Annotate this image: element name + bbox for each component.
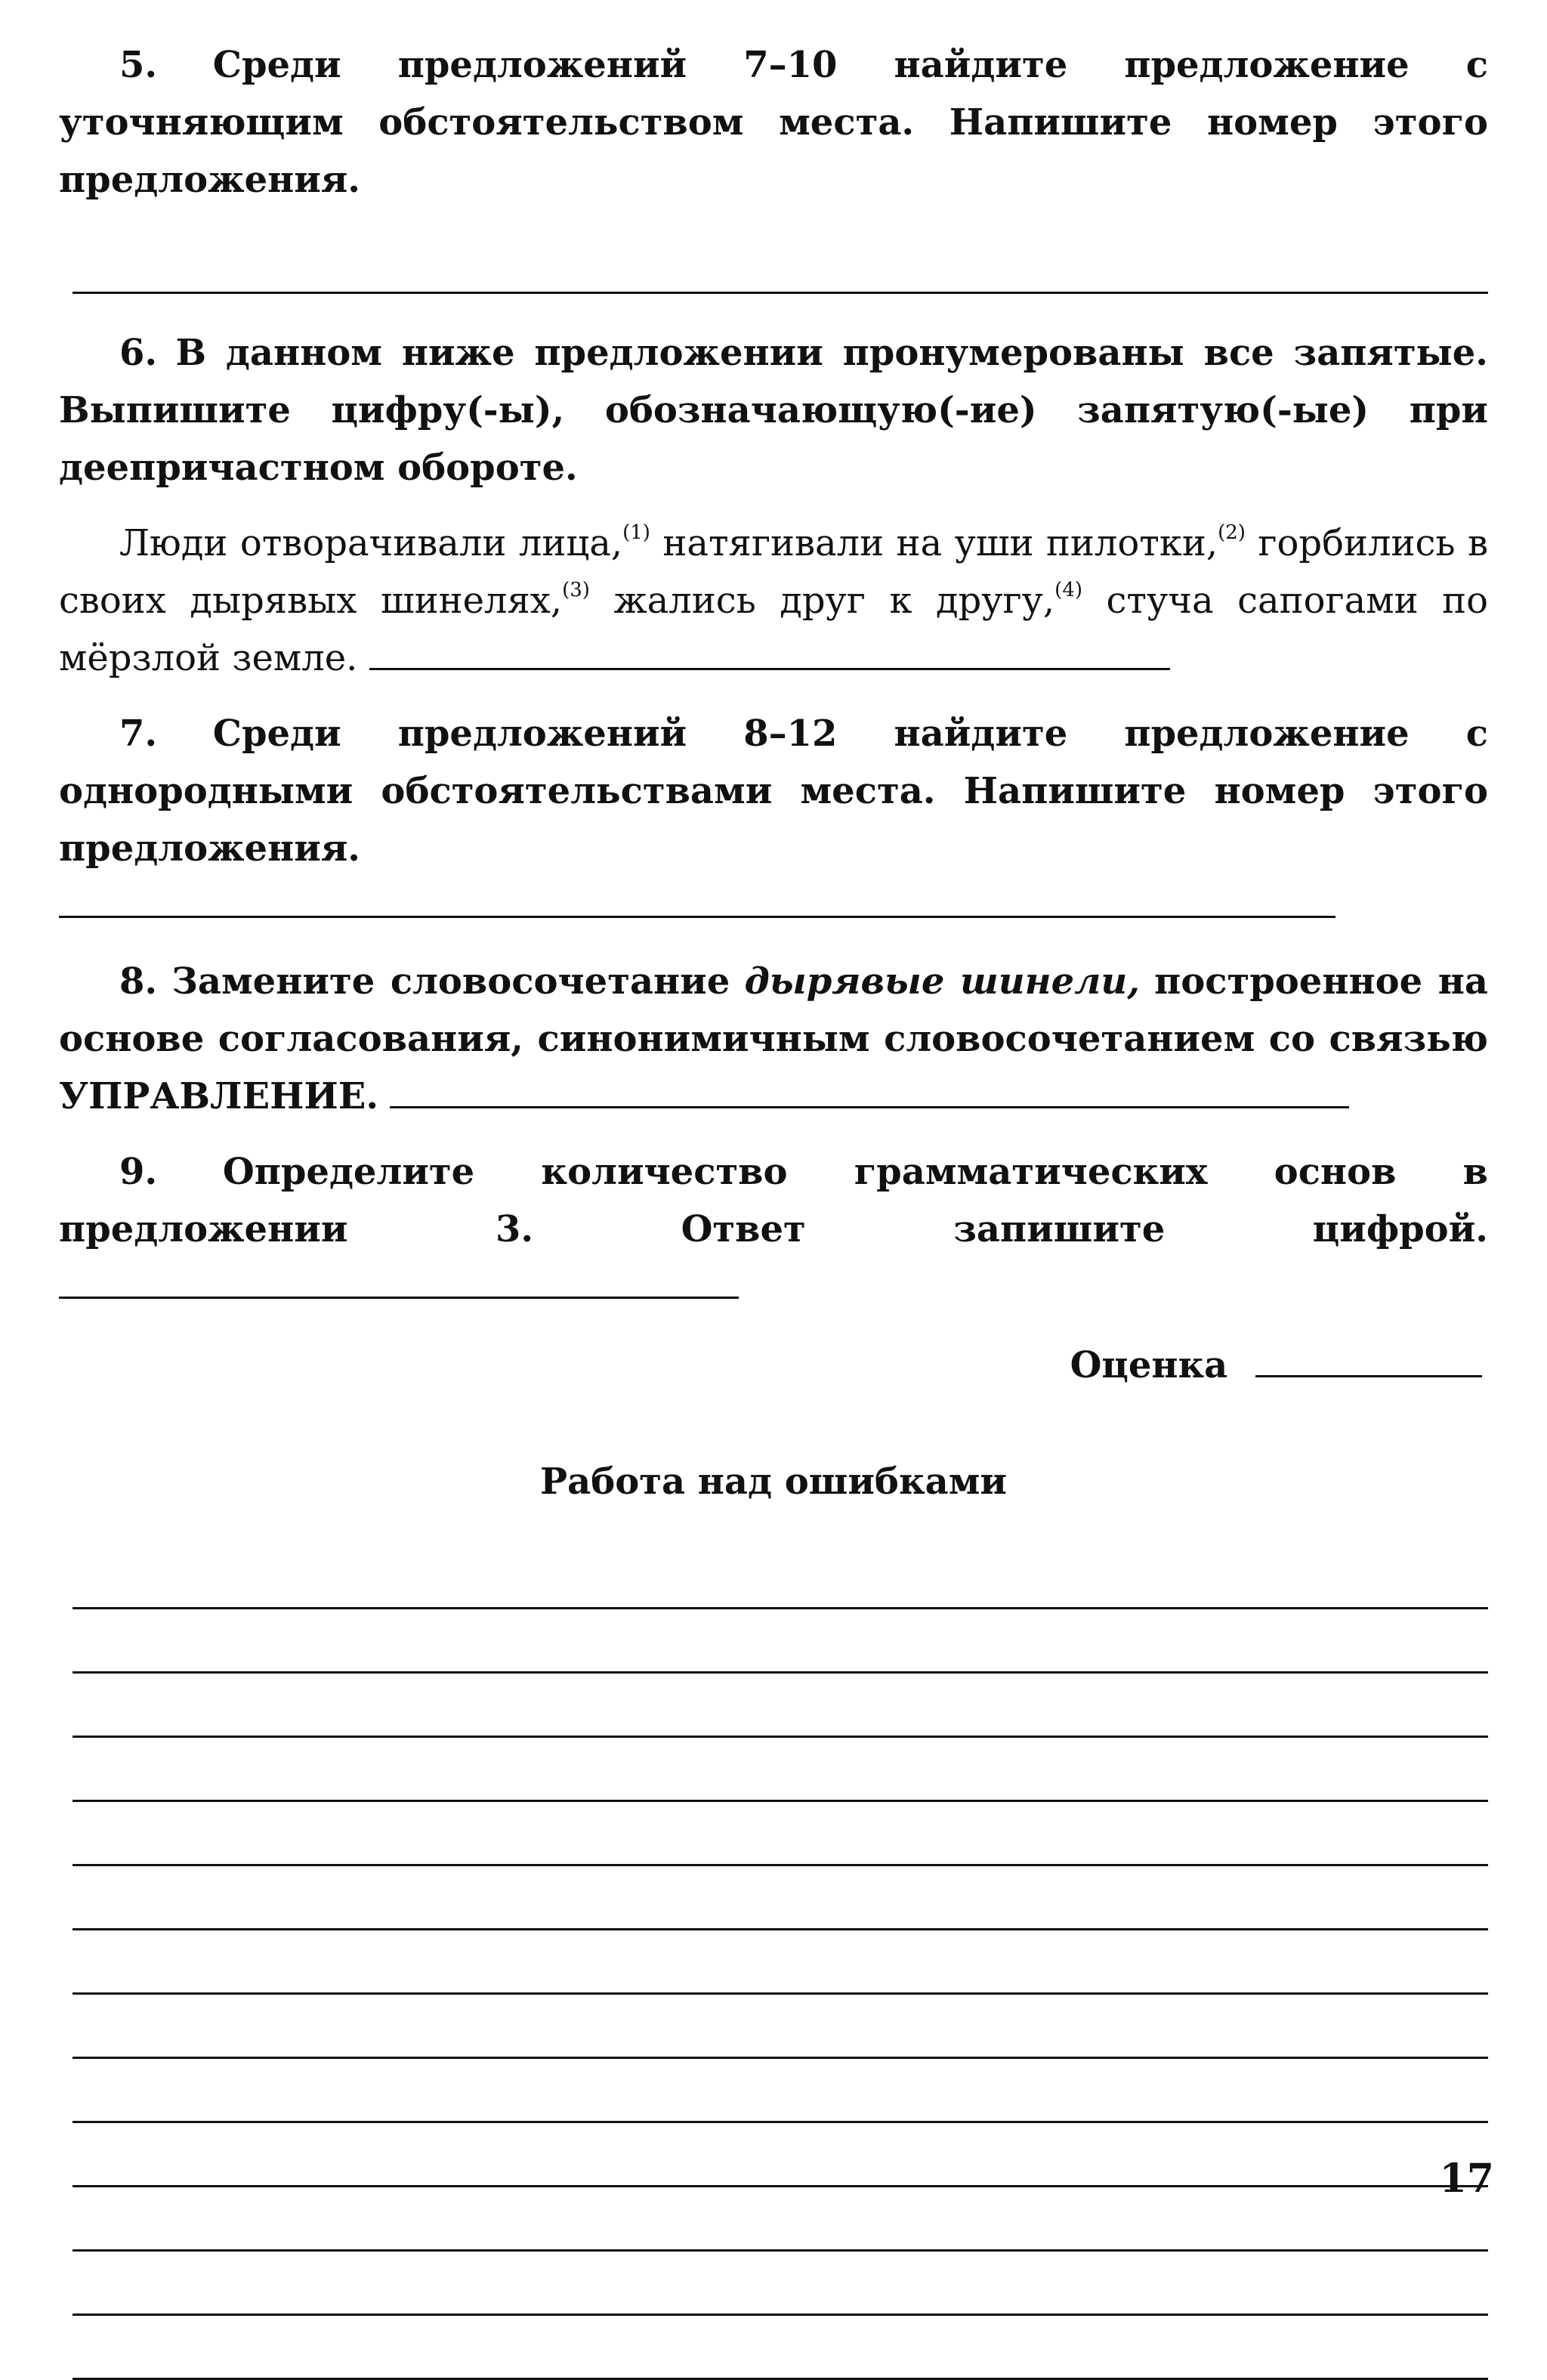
writing-line[interactable] <box>73 1866 1488 1930</box>
sentence-part-2: натягивали на уши пилотки, <box>650 522 1218 564</box>
writing-line[interactable] <box>73 1802 1488 1866</box>
task-8-question-start: Замените словосочетание <box>171 960 730 1003</box>
sentence-part-5: стуча сапогами по мёрзлой земле. <box>59 580 1488 679</box>
writing-line[interactable] <box>73 1995 1488 2059</box>
page-number: 17 <box>1439 2156 1494 2202</box>
task-8-number: 8. <box>119 960 158 1003</box>
sentence-part-3: горбились в своих дырявых шинелях, <box>59 522 1489 622</box>
task-5 <box>59 36 1488 209</box>
writing-line[interactable] <box>73 1930 1488 1995</box>
task-9-number: 9. <box>119 1151 158 1193</box>
task-5-number: 5. <box>119 44 158 86</box>
sentence-part-4: жались друг к другу, <box>589 580 1055 622</box>
task-6-question: В данном ниже предложении пронумерованы все запятые. Выпишите цифру(-ы), обозначающую(-ие) запятую(-ые) при деепричастном обороте. <box>59 332 1488 489</box>
writing-line[interactable] <box>73 1738 1488 1802</box>
task-5-question: Среди предложений 7–10 найдите предложение с уточняющим обстоятельством места. Напишите номер этого предложения. <box>59 44 1488 201</box>
comma-mark-1: (1) <box>622 521 650 544</box>
grade-field[interactable] <box>1255 1368 1482 1377</box>
writing-line[interactable] <box>73 1674 1488 1738</box>
error-correction-lines <box>73 1545 1488 2380</box>
grade-row <box>59 1337 1488 1394</box>
sentence-part-1: Люди отворачивали лица, <box>119 522 623 564</box>
writing-line[interactable] <box>73 2316 1488 2380</box>
task-7 <box>59 705 1488 935</box>
writing-line[interactable] <box>73 2187 1488 2252</box>
comma-mark-3: (3) <box>562 579 590 601</box>
task-9-answer-line[interactable] <box>59 1289 739 1299</box>
writing-line[interactable] <box>73 2059 1488 2123</box>
task-6 <box>59 324 1488 496</box>
task-9-question: Определите количество грамматических основ в предложении 3. Ответ запишите цифрой. <box>59 1151 1488 1250</box>
task-6-sentence <box>59 515 1488 687</box>
task-7-question: Среди предложений 8–12 найдите предложение с однородными обстоятельствами места. Напишите номер этого предложения. <box>59 712 1488 870</box>
task-8-phrase: дырявые шинели, <box>744 960 1140 1003</box>
task-8-question-end: построенное на основе согласования, синонимичным словосочетанием со связью УПРАВЛЕНИЕ. <box>59 960 1489 1117</box>
writing-line[interactable] <box>73 1609 1488 1674</box>
worksheet-page <box>59 36 1488 2380</box>
comma-mark-4: (4) <box>1054 579 1083 601</box>
comma-mark-2: (2) <box>1218 521 1246 544</box>
task-6-number: 6. <box>119 332 158 374</box>
task-7-answer-line[interactable] <box>59 908 1335 918</box>
task-8-answer-line[interactable] <box>390 1099 1349 1108</box>
task-9 <box>59 1143 1488 1315</box>
task-8 <box>59 953 1488 1125</box>
writing-line[interactable] <box>73 1545 1488 1609</box>
writing-line[interactable] <box>73 2123 1488 2187</box>
grade-label: Оценка <box>1070 1344 1228 1386</box>
task-6-answer-line[interactable] <box>369 660 1170 670</box>
writing-line[interactable] <box>73 2252 1488 2316</box>
task-7-number: 7. <box>119 712 158 755</box>
section-title: Работа над ошибками <box>540 1460 1007 1503</box>
